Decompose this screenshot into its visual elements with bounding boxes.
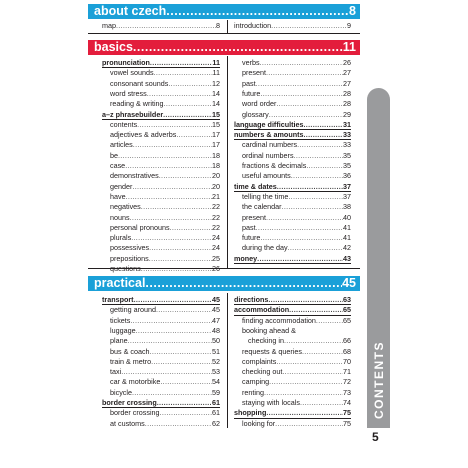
toc-entry-page: 75	[343, 408, 351, 418]
toc-entry-label: pronunciation	[102, 58, 150, 67]
section-title: practical	[94, 276, 146, 290]
toc-entry-page: 20	[212, 171, 220, 181]
toc-entry[interactable]	[110, 336, 220, 345]
toc-entry-page: 61	[212, 398, 220, 407]
toc-entry-label: getting around	[110, 305, 156, 315]
toc-entry-page: 36	[343, 171, 351, 181]
toc-entry-label: fractions & decimals	[242, 161, 307, 170]
toc-entry-page: 66	[343, 336, 351, 346]
toc-entry-label: staying with locals	[242, 398, 300, 407]
column-divider	[227, 293, 228, 428]
toc-entry-label: renting	[242, 387, 264, 397]
toc-entry[interactable]	[102, 398, 220, 407]
toc-entry-label: bus & coach	[110, 346, 150, 356]
toc-entry-label: checking in	[248, 336, 284, 346]
toc-entry-label: accommodation	[234, 305, 290, 315]
toc-entry-label: plurals	[110, 233, 132, 243]
toc-entry-page: 50	[212, 336, 220, 346]
section-banner-basics[interactable]	[88, 40, 360, 55]
toc-entry-label: booking ahead &	[242, 325, 296, 335]
toc-entry[interactable]	[234, 182, 351, 191]
toc-entry-page: 25	[212, 253, 220, 263]
toc-entry-label: car & motorbike	[110, 377, 161, 387]
toc-entry-page: 35	[343, 161, 351, 170]
toc-entry-label: telling the time	[242, 191, 289, 201]
toc-entry[interactable]	[242, 68, 351, 77]
toc-entry[interactable]	[110, 68, 220, 77]
toc-entry-label: useful amounts	[242, 171, 291, 181]
toc-entry-label: train & metro	[110, 356, 152, 366]
toc-entry-page: 31	[343, 119, 351, 129]
toc-entry-label: have	[110, 191, 126, 201]
toc-entry-label: camping	[242, 377, 270, 387]
toc-entry-label: luggage	[110, 325, 136, 335]
toc-entry[interactable]	[242, 140, 351, 149]
toc-entry[interactable]	[110, 140, 220, 149]
toc-entry[interactable]	[242, 347, 351, 356]
toc-entry-page: 45	[212, 295, 220, 304]
toc-entry-page: 15	[212, 109, 220, 119]
toc-entry-label: cardinal numbers	[242, 140, 298, 150]
toc-entry[interactable]	[242, 388, 351, 397]
toc-entry[interactable]	[234, 295, 351, 304]
toc-entry-label: negatives	[110, 202, 141, 212]
toc-entry-label: articles	[110, 140, 133, 150]
toc-entry-page: 47	[212, 315, 220, 325]
toc-entry[interactable]	[242, 202, 351, 211]
toc-entry-label: word stress	[110, 88, 147, 98]
toc-entry-page: 37	[343, 191, 351, 201]
toc-entry[interactable]	[110, 202, 220, 211]
toc-entry[interactable]	[248, 336, 351, 345]
toc-entry[interactable]	[110, 79, 220, 88]
toc-entry-label: border crossing	[110, 408, 160, 418]
toc-entry-page: 24	[212, 233, 220, 243]
toc-entry-page: 11	[212, 68, 220, 78]
toc-entry[interactable]	[242, 223, 351, 232]
toc-entry[interactable]	[242, 377, 351, 386]
toc-entry-page: 70	[343, 356, 351, 366]
toc-entry-page: 17	[212, 130, 220, 140]
toc-entry-page: 20	[212, 181, 220, 191]
toc-entry-label: possessives	[110, 243, 150, 253]
toc-entry-page: 14	[212, 88, 220, 98]
toc-entry-label: requests & queries	[242, 346, 302, 356]
toc-entry[interactable]	[234, 120, 351, 129]
toc-entry-page: 51	[212, 346, 220, 356]
toc-entry[interactable]	[110, 182, 220, 191]
toc-entry-page: 52	[212, 356, 220, 366]
section-page: 45	[342, 276, 356, 290]
toc-entry[interactable]	[110, 99, 220, 108]
toc-entry-label: numbers & amounts	[234, 130, 304, 140]
toc-entry-label: bicycle	[110, 387, 132, 397]
toc-entry[interactable]	[110, 130, 220, 139]
toc-entry-label: present	[242, 212, 266, 222]
section-banner-about[interactable]	[88, 4, 360, 19]
toc-entry-page: 45	[212, 305, 220, 315]
toc-entry-label: consonant sounds	[110, 78, 169, 88]
section-separator	[88, 268, 360, 269]
contents-tab-label: CONTENTS	[371, 341, 386, 419]
toc-entry[interactable]	[242, 171, 351, 180]
column-divider	[227, 20, 228, 33]
toc-entry-page: 18	[212, 150, 220, 160]
toc-entry-label: time & dates	[234, 181, 277, 191]
toc-entry-label: checking out	[242, 367, 283, 377]
section-title: about czech	[94, 4, 167, 18]
toc-entry-label: verbs	[242, 58, 260, 67]
toc-entry[interactable]	[110, 213, 220, 222]
toc-entry-page: 9	[347, 21, 351, 30]
toc-entry-label: finding accommodation	[242, 315, 316, 325]
toc-entry-page: 33	[343, 130, 351, 140]
toc-entry-page: 75	[343, 418, 351, 428]
toc-entry[interactable]	[110, 161, 220, 170]
toc-entry-page: 14	[212, 99, 220, 109]
toc-entry-label: money	[234, 253, 258, 263]
toc-entry-label: complaints	[242, 356, 277, 366]
toc-entry-page: 68	[343, 346, 351, 356]
toc-entry-page: 72	[343, 377, 351, 387]
toc-entry-label: case	[110, 161, 126, 170]
toc-entry-page: 48	[212, 325, 220, 335]
toc-entry-label: introduction	[234, 21, 272, 30]
toc-entry-label: at customs	[110, 418, 145, 428]
toc-entry-label: language difficulties	[234, 119, 304, 129]
toc-entry[interactable]	[242, 89, 351, 98]
toc-entry-label: vowel sounds	[110, 68, 154, 78]
toc-entry-label: looking for	[242, 418, 276, 428]
section-separator	[88, 33, 360, 34]
toc-entry[interactable]	[242, 161, 351, 170]
toc-entry-page: 28	[343, 88, 351, 98]
toc-entry[interactable]	[242, 367, 351, 376]
toc-entry-page: 59	[212, 387, 220, 397]
toc-entry-label: personal pronouns	[110, 222, 170, 232]
toc-entry[interactable]	[110, 388, 220, 397]
toc-entry[interactable]	[110, 192, 220, 201]
toc-entry-label: shopping	[234, 408, 267, 418]
toc-entry[interactable]	[242, 316, 351, 325]
toc-entry[interactable]	[242, 99, 351, 108]
toc-entry-page: 29	[343, 109, 351, 119]
toc-entry[interactable]	[102, 110, 220, 119]
toc-entry-label: future	[242, 88, 261, 98]
toc-entry-page: 35	[343, 150, 351, 160]
toc-entry-page: 17	[212, 140, 220, 150]
toc-entry[interactable]	[110, 151, 220, 160]
page-number: 5	[372, 430, 379, 444]
toc-entry[interactable]	[110, 367, 220, 376]
toc-entry-page: 8	[216, 21, 220, 30]
toc-entry[interactable]	[110, 89, 220, 98]
toc-entry-label: tickets	[110, 315, 131, 325]
column-divider	[227, 56, 228, 268]
toc-entry[interactable]	[110, 243, 220, 252]
toc-entry-page: 71	[343, 367, 351, 377]
toc-entry-page: 22	[212, 212, 220, 222]
toc-entry[interactable]	[110, 408, 220, 417]
toc-entry-page: 65	[343, 315, 351, 325]
toc-entry-label: border crossing	[102, 398, 157, 407]
toc-entry-page: 21	[212, 191, 220, 201]
toc-entry-page: 62	[212, 418, 220, 428]
toc-entry-page: 26	[212, 264, 220, 273]
toc-entry-page: 40	[343, 212, 351, 222]
toc-entry-page: 42	[343, 243, 351, 253]
toc-entry[interactable]	[242, 151, 351, 160]
toc-entry-page: 27	[343, 78, 351, 88]
toc-entry-label: nouns	[110, 212, 130, 222]
toc-entry-page: 22	[212, 202, 220, 212]
toc-entry[interactable]	[234, 21, 351, 30]
toc-entry-label: reading & writing	[110, 99, 164, 109]
toc-entry[interactable]	[234, 254, 351, 263]
section-title: basics	[94, 40, 133, 54]
toc-entry[interactable]	[242, 326, 351, 335]
toc-entry-page: 73	[343, 387, 351, 397]
toc-entry-page: 28	[343, 99, 351, 109]
toc-entry-page: 41	[343, 233, 351, 243]
toc-entry-label: contents	[110, 119, 138, 129]
toc-entry-page: 74	[343, 398, 351, 407]
toc-entry-label: the calendar	[242, 202, 282, 212]
section-banner-practical[interactable]	[88, 276, 360, 291]
toc-entry[interactable]	[242, 79, 351, 88]
toc-entry[interactable]	[110, 347, 220, 356]
toc-entry[interactable]	[242, 243, 351, 252]
section-page: 11	[342, 40, 356, 54]
toc-entry[interactable]	[110, 377, 220, 386]
toc-entry-label: past	[242, 222, 256, 232]
toc-entry-label: questions	[110, 264, 141, 273]
toc-entry-label: future	[242, 233, 261, 243]
toc-entry[interactable]	[102, 58, 220, 67]
toc-entry[interactable]	[102, 295, 220, 304]
toc-entry-page: 27	[343, 68, 351, 78]
toc-entry-label: transport	[102, 295, 134, 304]
heading-underline	[234, 263, 351, 264]
toc-entry[interactable]	[110, 223, 220, 232]
toc-entry[interactable]	[242, 110, 351, 119]
toc-entry[interactable]	[242, 233, 351, 242]
toc-entry-page: 18	[212, 161, 220, 170]
toc-entry-page: 61	[212, 408, 220, 418]
toc-entry-label: word order	[242, 99, 277, 109]
toc-entry-page: 24	[212, 243, 220, 253]
toc-entry-label: adjectives & adverbs	[110, 130, 177, 140]
toc-entry-page: 53	[212, 367, 220, 377]
toc-entry-page: 33	[343, 140, 351, 150]
toc-entry[interactable]	[242, 58, 351, 67]
toc-entry[interactable]	[110, 171, 220, 180]
toc-entry[interactable]	[110, 305, 220, 314]
toc-entry-page: 12	[212, 78, 220, 88]
toc-entry-label: demonstratives	[110, 171, 159, 181]
toc-entry-label: taxi	[110, 367, 122, 377]
toc-entry-page: 11	[212, 58, 220, 67]
toc-entry-label: glossary	[242, 109, 269, 119]
toc-entry[interactable]	[242, 398, 351, 407]
toc-entry[interactable]	[110, 357, 220, 366]
toc-entry[interactable]	[110, 326, 220, 335]
toc-entry[interactable]	[242, 357, 351, 366]
toc-entry-page: 63	[343, 295, 351, 304]
toc-entry-label: past	[242, 78, 256, 88]
toc-entry[interactable]	[110, 233, 220, 242]
toc-entry-label: plane	[110, 336, 128, 346]
toc-entry[interactable]	[110, 316, 220, 325]
toc-entry[interactable]	[234, 305, 351, 314]
section-page: 8	[349, 4, 356, 18]
toc-entry-page: 22	[212, 222, 220, 232]
toc-entry[interactable]	[242, 419, 351, 428]
toc-entry-label: be	[110, 150, 118, 160]
toc-entry-label: gender	[110, 181, 133, 191]
toc-entry-page: 37	[343, 181, 351, 191]
toc-entry-label: during the day	[242, 243, 288, 253]
toc-entry[interactable]	[110, 254, 220, 263]
toc-entry-label: map	[102, 21, 116, 30]
toc-entry-label: a–z phrasebuilder	[102, 109, 164, 119]
toc-entry-page: 26	[343, 58, 351, 67]
toc-entry-label: directions	[234, 295, 269, 304]
toc-entry[interactable]	[110, 419, 220, 428]
toc-entry-label: prepositions	[110, 253, 149, 263]
toc-entry-page: 15	[212, 119, 220, 129]
toc-entry-page: 41	[343, 222, 351, 232]
toc-entry[interactable]	[234, 408, 351, 417]
toc-entry-label: ordinal numbers	[242, 150, 294, 160]
toc-entry-page: 43	[343, 253, 351, 263]
toc-entry[interactable]	[110, 120, 220, 129]
toc-entry[interactable]	[242, 192, 351, 201]
toc-entry[interactable]	[242, 213, 351, 222]
toc-entry-page: 54	[212, 377, 220, 387]
toc-entry-label: present	[242, 68, 266, 78]
toc-entry-page: 65	[343, 305, 351, 315]
toc-entry[interactable]	[102, 21, 220, 30]
toc-entry[interactable]	[234, 130, 351, 139]
toc-entry-page: 38	[343, 202, 351, 212]
